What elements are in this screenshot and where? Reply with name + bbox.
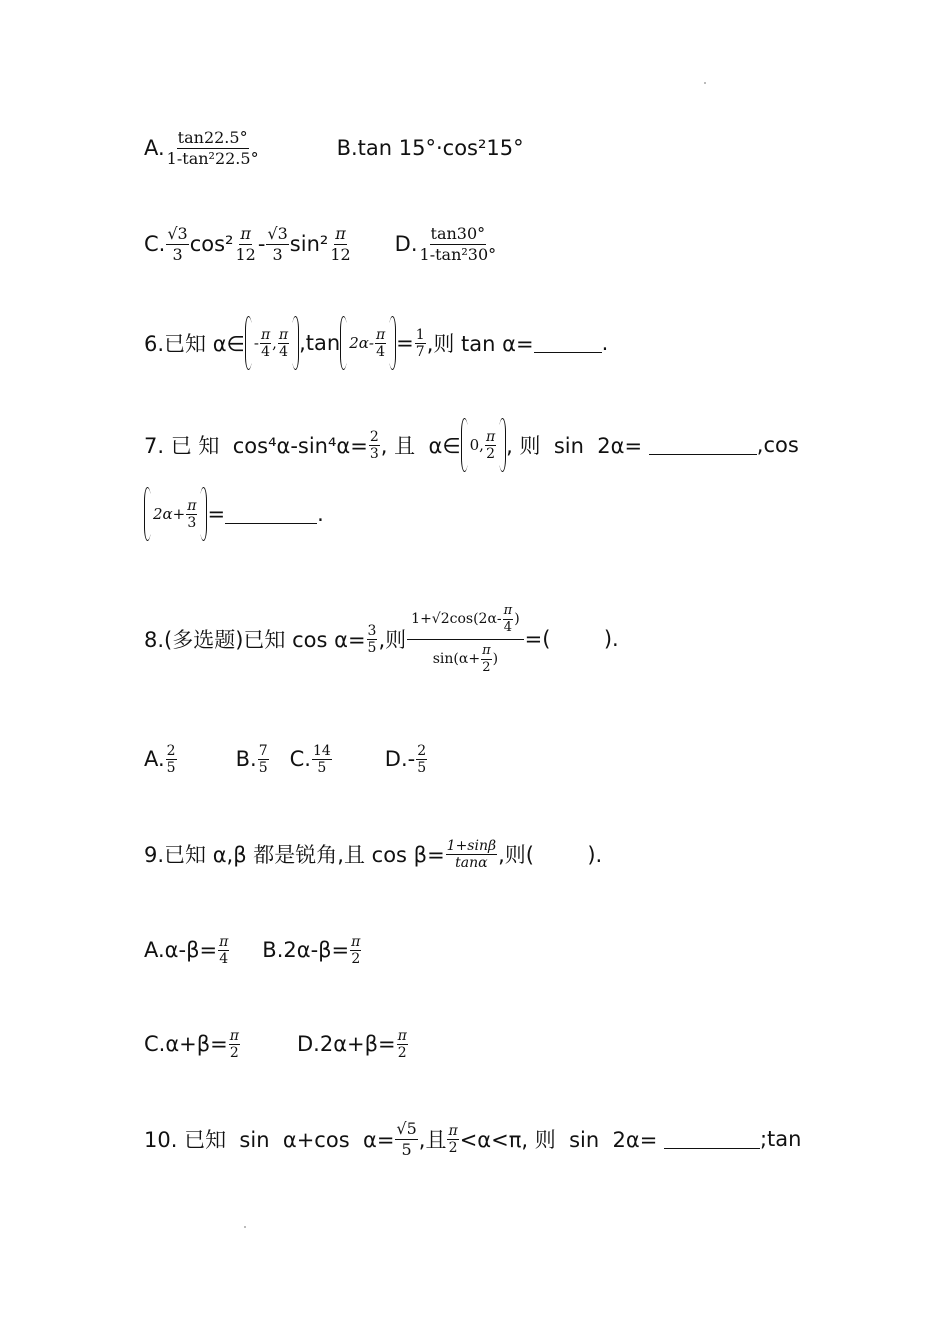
fraction-numerator: π [397, 1027, 407, 1044]
fraction [503, 603, 514, 636]
equals-sign: = [396, 331, 414, 355]
answer-blank[interactable] [534, 334, 602, 353]
question-text: 9.已知 α,β 都是锐角,且 cos β= [144, 843, 445, 867]
fraction-numerator: π [219, 933, 229, 950]
question-8 [144, 594, 619, 684]
denominator-text: sin(α+ [432, 651, 481, 667]
fraction-numerator: 7 [258, 742, 268, 759]
fraction-denominator: 5 [258, 759, 268, 776]
option-a-fraction [166, 128, 260, 169]
minus-sign: - [253, 334, 259, 352]
fraction-denominator: 2 [229, 1044, 239, 1061]
q5-options-ab [144, 118, 524, 178]
question-7 [144, 415, 799, 475]
fraction-denominator: 3 [187, 514, 197, 531]
right-paren [389, 316, 396, 370]
fraction-denominator: 12 [235, 244, 256, 264]
q9-options-cd [144, 1014, 409, 1074]
question-9 [144, 824, 602, 884]
option-a-fraction [218, 934, 229, 967]
fraction-numerator: π [187, 497, 197, 514]
fraction-numerator: 14 [312, 742, 331, 759]
fraction-numerator: tan30° [430, 223, 486, 243]
question-text: ,则 tan α= [426, 332, 534, 356]
option-c-label: C. [289, 747, 311, 771]
fraction [186, 498, 197, 531]
cos-squared: cos² [189, 232, 234, 256]
answer-blank[interactable] [664, 1130, 760, 1149]
option-a-label: A. [144, 747, 165, 771]
fraction-denominator: 1-tan²30° [419, 244, 497, 264]
option-c-fraction [312, 743, 332, 776]
fraction-numerator: 3 [367, 622, 377, 639]
fraction-numerator: π [375, 326, 386, 343]
fraction-numerator: π [240, 223, 251, 243]
option-c-fraction [229, 1028, 240, 1061]
q9-options-ab [144, 920, 362, 980]
left-paren [245, 316, 252, 370]
question-7-continued [144, 484, 324, 544]
option-c-label: C. [144, 232, 166, 256]
question-text: ,tan [299, 331, 341, 355]
question-text: ,且 [418, 1128, 447, 1152]
option-b: B.tan 15°·cos²15° [336, 136, 524, 160]
fraction-denominator: 4 [261, 343, 270, 360]
fraction-numerator: π [485, 428, 496, 445]
fraction [481, 643, 492, 676]
option-d-fraction [419, 224, 498, 265]
scan-dot [704, 82, 706, 84]
option-b-label: B.2α-β= [262, 938, 350, 962]
big-fraction [407, 603, 524, 676]
option-d-label: D.- [384, 747, 416, 771]
option-b-fraction [258, 743, 269, 776]
fraction [260, 327, 271, 360]
fraction-numerator: π [335, 223, 346, 243]
minus-sign: - [257, 232, 266, 256]
fraction [278, 327, 289, 360]
fraction-denominator: 5 [417, 759, 427, 776]
fraction-denominator: 2 [448, 1139, 458, 1156]
option-d-fraction [397, 1028, 408, 1061]
fraction-numerator: √3 [167, 223, 188, 243]
fraction-denominator: 3 [272, 244, 283, 264]
fraction [166, 224, 188, 265]
right-paren [292, 316, 299, 370]
fraction-numerator: 1 [415, 326, 425, 343]
fraction [266, 224, 288, 265]
option-a-fraction [166, 743, 177, 776]
fraction-numerator: π [278, 326, 289, 343]
option-d-label: D. [394, 232, 418, 256]
fraction [369, 429, 380, 462]
option-b-fraction [350, 934, 361, 967]
numerator-text: 1+√2cos(2α- [411, 611, 502, 627]
fraction-denominator: 7 [415, 343, 425, 360]
question-6 [144, 313, 608, 373]
equals-sign: = [207, 502, 226, 526]
question-text: ,则( ). [498, 843, 603, 867]
question-text: ;tan [759, 1127, 802, 1151]
left-paren [461, 418, 468, 472]
option-b-label: B. [235, 747, 257, 771]
answer-blank[interactable] [225, 505, 317, 524]
fraction [415, 327, 426, 360]
answer-blank[interactable] [649, 436, 757, 455]
fraction-numerator: π [351, 933, 361, 950]
question-text: , 则 sin 2α= [506, 434, 649, 458]
left-paren [144, 487, 151, 541]
fraction-denominator: 2 [351, 950, 361, 967]
fraction-denominator: 3 [369, 445, 379, 462]
fraction [446, 838, 497, 871]
fraction-numerator: 2 [369, 428, 379, 445]
fraction [395, 1119, 417, 1160]
fraction [375, 327, 386, 360]
fraction-denominator: 3 [172, 244, 183, 264]
fraction-numerator: π [448, 1122, 458, 1139]
comma: , [272, 334, 277, 352]
fraction-denominator: 5 [367, 639, 377, 656]
option-d-fraction [416, 743, 427, 776]
fraction-numerator: 1+sinβ [446, 837, 497, 854]
question-text: ,cos [756, 433, 799, 457]
question-10 [144, 1109, 801, 1169]
fraction-denominator [432, 640, 499, 676]
question-text: , 且 α∈ [380, 434, 461, 458]
fraction-numerator: 2 [166, 742, 176, 759]
option-a-label: A. [144, 136, 165, 160]
answer-parens: =( ). [524, 627, 619, 651]
fraction [329, 224, 351, 265]
fraction-numerator: tan22.5° [177, 127, 248, 147]
fraction-numerator [407, 603, 524, 640]
fraction-denominator: 2 [486, 445, 495, 462]
fraction-denominator: 4 [503, 619, 513, 635]
fraction [367, 623, 378, 656]
fraction-denominator: tanα [455, 854, 488, 871]
scan-dot [244, 1226, 246, 1228]
fraction [447, 1123, 458, 1156]
fraction-denominator: 5 [166, 759, 176, 776]
period: . [317, 502, 324, 526]
fraction-numerator: π [503, 602, 513, 618]
inner-expression: 2α- [349, 334, 374, 352]
interval-start: 0, [469, 436, 484, 454]
question-text: 8.(多选题)已知 cos α= [144, 628, 366, 652]
period: . [601, 331, 609, 355]
question-text: <α<π, 则 sin 2α= [459, 1128, 664, 1152]
fraction-denominator: 5 [401, 1139, 412, 1159]
option-a-label: A.α-β= [144, 938, 218, 962]
option-c-label: C.α+β= [144, 1032, 228, 1056]
fraction-denominator: 4 [219, 950, 229, 967]
close-paren: ) [492, 651, 499, 667]
question-text: ,则 [378, 628, 407, 652]
sin-squared: sin² [289, 232, 329, 256]
fraction [485, 429, 496, 462]
fraction-denominator: 1-tan²22.5° [166, 148, 259, 168]
fraction [234, 224, 256, 265]
fraction-numerator: 2 [417, 742, 427, 759]
fraction-denominator: 12 [330, 244, 351, 264]
question-text: 10. 已知 sin α+cos α= [144, 1128, 395, 1152]
fraction-numerator: √3 [267, 223, 288, 243]
fraction-numerator: √5 [396, 1118, 417, 1138]
right-paren [200, 487, 207, 541]
question-text: 7. 已 知 cos⁴α-sin⁴α= [144, 434, 368, 458]
close-paren: ) [514, 611, 520, 627]
option-d-label: D.2α+β= [296, 1032, 396, 1056]
fraction-denominator: 4 [376, 343, 386, 360]
right-paren [499, 418, 506, 472]
left-paren [340, 316, 347, 370]
q5-options-cd [144, 214, 498, 274]
question-text: 6.已知 α∈ [144, 332, 245, 356]
fraction-denominator: 2 [397, 1044, 407, 1061]
fraction-numerator: π [229, 1027, 239, 1044]
inner-expression: 2α+ [153, 505, 186, 523]
fraction-denominator: 4 [279, 343, 288, 360]
fraction-numerator: π [260, 326, 271, 343]
fraction-denominator: 2 [482, 659, 491, 675]
fraction-numerator: π [482, 642, 491, 658]
q8-options [144, 729, 428, 789]
fraction-denominator: 5 [317, 759, 327, 776]
